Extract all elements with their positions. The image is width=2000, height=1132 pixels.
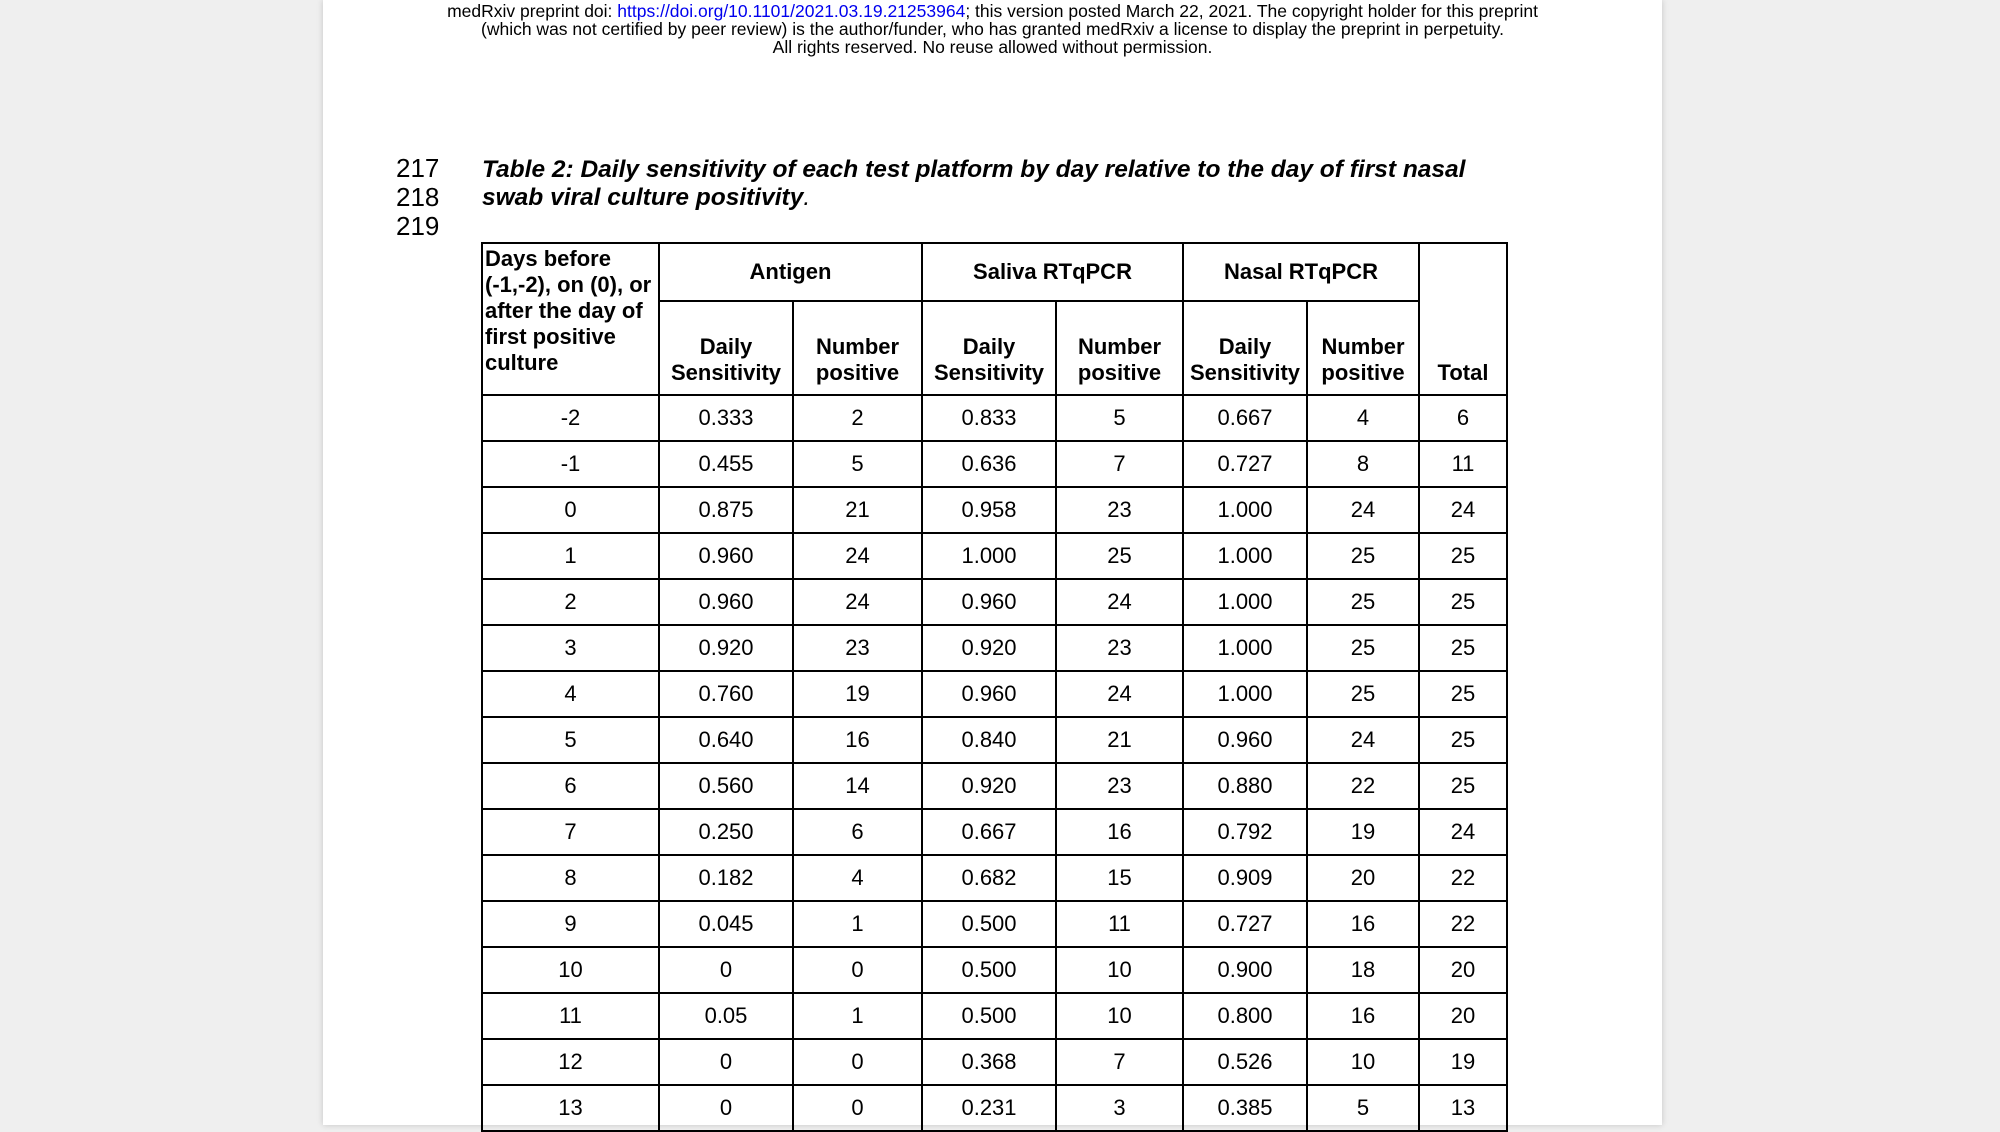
total-cell: 25 [1419, 533, 1507, 579]
total-header: Total [1419, 243, 1507, 395]
day-cell: 2 [482, 579, 659, 625]
day-cell: 0 [482, 487, 659, 533]
saliva-number-cell: 3 [1056, 1085, 1183, 1131]
antigen-number-cell: 6 [793, 809, 922, 855]
row-header-line: (-1,-2), on (0), or [485, 272, 652, 297]
sub-header-line: Number [1077, 334, 1162, 359]
antigen-number-cell: 16 [793, 717, 922, 763]
day-cell: 1 [482, 533, 659, 579]
row-header-line: after the day of [485, 298, 643, 323]
row-header-line: culture [485, 350, 559, 375]
caption-line-2 [482, 184, 1542, 212]
antigen-number-cell: 23 [793, 625, 922, 671]
caption-line-2-text: swab viral culture positivity [482, 184, 804, 211]
antigen-sensitivity-cell: 0.045 [659, 901, 793, 947]
sub-header-line: Sensitivity [670, 360, 782, 385]
saliva-number-cell: 5 [1056, 395, 1183, 441]
day-cell: 13 [482, 1085, 659, 1131]
sub-header-number [1056, 301, 1183, 395]
antigen-sensitivity-cell: 0.455 [659, 441, 793, 487]
day-cell: 8 [482, 855, 659, 901]
saliva-sensitivity-cell: 0.920 [922, 763, 1056, 809]
saliva-sensitivity-cell: 0.500 [922, 947, 1056, 993]
antigen-number-cell: 24 [793, 579, 922, 625]
doi-link[interactable]: https://doi.org/10.1101/2021.03.19.21253964 [617, 1, 966, 21]
saliva-sensitivity-cell: 0.500 [922, 993, 1056, 1039]
table-row [482, 533, 1507, 579]
nasal-number-cell: 25 [1307, 579, 1419, 625]
nasal-sensitivity-cell: 0.792 [1183, 809, 1307, 855]
preprint-header [323, 2, 1662, 56]
day-cell: 3 [482, 625, 659, 671]
nasal-number-cell: 8 [1307, 441, 1419, 487]
nasal-sensitivity-cell: 0.960 [1183, 717, 1307, 763]
saliva-sensitivity-cell: 0.840 [922, 717, 1056, 763]
group-header-antigen: Antigen [659, 243, 922, 301]
day-cell: -2 [482, 395, 659, 441]
antigen-sensitivity-cell: 0.920 [659, 625, 793, 671]
total-cell: 11 [1419, 441, 1507, 487]
line-number: 219 [396, 211, 440, 241]
saliva-sensitivity-cell: 1.000 [922, 533, 1056, 579]
saliva-number-cell: 25 [1056, 533, 1183, 579]
document-page [323, 0, 1662, 1125]
header-line-1 [323, 2, 1662, 20]
saliva-number-cell: 10 [1056, 947, 1183, 993]
nasal-number-cell: 22 [1307, 763, 1419, 809]
nasal-sensitivity-cell: 1.000 [1183, 625, 1307, 671]
nasal-number-cell: 24 [1307, 487, 1419, 533]
sub-header-line: positive [815, 360, 900, 385]
nasal-number-cell: 25 [1307, 671, 1419, 717]
table-row [482, 441, 1507, 487]
group-header-nasal: Nasal RTqPCR [1183, 243, 1419, 301]
saliva-sensitivity-cell: 0.682 [922, 855, 1056, 901]
line-numbers [396, 154, 439, 241]
antigen-sensitivity-cell: 0.875 [659, 487, 793, 533]
table-body [482, 395, 1507, 1131]
antigen-number-cell: 0 [793, 1085, 922, 1131]
antigen-number-cell: 5 [793, 441, 922, 487]
saliva-sensitivity-cell: 0.960 [922, 579, 1056, 625]
table-row [482, 901, 1507, 947]
table-row [482, 1085, 1507, 1131]
table-row [482, 1039, 1507, 1085]
total-cell: 20 [1419, 947, 1507, 993]
total-cell: 22 [1419, 855, 1507, 901]
day-cell: 10 [482, 947, 659, 993]
antigen-number-cell: 0 [793, 947, 922, 993]
antigen-number-cell: 24 [793, 533, 922, 579]
saliva-sensitivity-cell: 0.958 [922, 487, 1056, 533]
row-header-line: first positive [485, 324, 616, 349]
table-row [482, 717, 1507, 763]
nasal-sensitivity-cell: 0.727 [1183, 441, 1307, 487]
nasal-number-cell: 5 [1307, 1085, 1419, 1131]
table-row [482, 395, 1507, 441]
saliva-sensitivity-cell: 0.667 [922, 809, 1056, 855]
total-cell: 25 [1419, 579, 1507, 625]
total-cell: 24 [1419, 487, 1507, 533]
saliva-sensitivity-cell: 0.960 [922, 671, 1056, 717]
saliva-sensitivity-cell: 0.833 [922, 395, 1056, 441]
antigen-number-cell: 21 [793, 487, 922, 533]
table-row [482, 763, 1507, 809]
group-header-saliva: Saliva RTqPCR [922, 243, 1183, 301]
nasal-number-cell: 20 [1307, 855, 1419, 901]
antigen-sensitivity-cell: 0.05 [659, 993, 793, 1039]
antigen-sensitivity-cell: 0.960 [659, 579, 793, 625]
total-cell: 19 [1419, 1039, 1507, 1085]
table-row [482, 579, 1507, 625]
nasal-sensitivity-cell: 0.880 [1183, 763, 1307, 809]
nasal-sensitivity-cell: 1.000 [1183, 579, 1307, 625]
day-cell: 7 [482, 809, 659, 855]
nasal-number-cell: 24 [1307, 717, 1419, 763]
nasal-sensitivity-cell: 0.667 [1183, 395, 1307, 441]
antigen-number-cell: 2 [793, 395, 922, 441]
sub-header-sensitivity [922, 301, 1056, 395]
nasal-number-cell: 16 [1307, 901, 1419, 947]
saliva-number-cell: 21 [1056, 717, 1183, 763]
nasal-sensitivity-cell: 0.900 [1183, 947, 1307, 993]
sub-header-line: Sensitivity [1189, 360, 1301, 385]
antigen-sensitivity-cell: 0 [659, 1085, 793, 1131]
total-cell: 22 [1419, 901, 1507, 947]
nasal-number-cell: 25 [1307, 625, 1419, 671]
day-cell: 11 [482, 993, 659, 1039]
saliva-number-cell: 23 [1056, 625, 1183, 671]
nasal-sensitivity-cell: 0.526 [1183, 1039, 1307, 1085]
antigen-number-cell: 1 [793, 993, 922, 1039]
row-header-cell [482, 243, 659, 395]
antigen-sensitivity-cell: 0 [659, 1039, 793, 1085]
sub-header-line: Daily [699, 334, 753, 359]
nasal-number-cell: 18 [1307, 947, 1419, 993]
saliva-number-cell: 16 [1056, 809, 1183, 855]
saliva-sensitivity-cell: 0.231 [922, 1085, 1056, 1131]
saliva-number-cell: 7 [1056, 441, 1183, 487]
antigen-number-cell: 4 [793, 855, 922, 901]
day-cell: -1 [482, 441, 659, 487]
nasal-sensitivity-cell: 0.909 [1183, 855, 1307, 901]
table-row [482, 671, 1507, 717]
total-cell: 25 [1419, 717, 1507, 763]
antigen-number-cell: 19 [793, 671, 922, 717]
sub-header-number [793, 301, 922, 395]
antigen-number-cell: 1 [793, 901, 922, 947]
saliva-sensitivity-cell: 0.500 [922, 901, 1056, 947]
sub-header-line: positive [1321, 360, 1405, 385]
nasal-number-cell: 4 [1307, 395, 1419, 441]
day-cell: 5 [482, 717, 659, 763]
header-line-1-prefix: medRxiv preprint doi: [447, 1, 618, 21]
sub-header-line: Number [815, 334, 900, 359]
total-cell: 25 [1419, 763, 1507, 809]
sub-header-line: Daily [962, 334, 1016, 359]
saliva-number-cell: 24 [1056, 671, 1183, 717]
nasal-number-cell: 16 [1307, 993, 1419, 1039]
sub-header-line: positive [1077, 360, 1162, 385]
saliva-number-cell: 15 [1056, 855, 1183, 901]
antigen-sensitivity-cell: 0 [659, 947, 793, 993]
antigen-sensitivity-cell: 0.182 [659, 855, 793, 901]
day-cell: 4 [482, 671, 659, 717]
nasal-sensitivity-cell: 0.727 [1183, 901, 1307, 947]
line-number: 218 [396, 182, 440, 212]
day-cell: 6 [482, 763, 659, 809]
nasal-number-cell: 25 [1307, 533, 1419, 579]
saliva-number-cell: 11 [1056, 901, 1183, 947]
header-line-2: (which was not certified by peer review) is the author/funder, who has granted medRxiv a license to display the preprint in perpetuity. [481, 19, 1504, 39]
sub-header-sensitivity [1183, 301, 1307, 395]
nasal-number-cell: 10 [1307, 1039, 1419, 1085]
total-cell: 24 [1419, 809, 1507, 855]
nasal-sensitivity-cell: 0.385 [1183, 1085, 1307, 1131]
saliva-number-cell: 7 [1056, 1039, 1183, 1085]
antigen-sensitivity-cell: 0.560 [659, 763, 793, 809]
total-cell: 25 [1419, 625, 1507, 671]
antigen-sensitivity-cell: 0.640 [659, 717, 793, 763]
table-row [482, 855, 1507, 901]
sub-header-line: Number [1321, 334, 1405, 359]
table-row [482, 625, 1507, 671]
antigen-sensitivity-cell: 0.760 [659, 671, 793, 717]
nasal-sensitivity-cell: 1.000 [1183, 487, 1307, 533]
nasal-sensitivity-cell: 0.800 [1183, 993, 1307, 1039]
table-row [482, 809, 1507, 855]
nasal-number-cell: 19 [1307, 809, 1419, 855]
caption-period: . [803, 184, 811, 211]
table-row [482, 993, 1507, 1039]
row-header-line: Days before [485, 246, 611, 271]
sub-header-sensitivity [659, 301, 793, 395]
antigen-sensitivity-cell: 0.250 [659, 809, 793, 855]
saliva-number-cell: 23 [1056, 487, 1183, 533]
saliva-sensitivity-cell: 0.368 [922, 1039, 1056, 1085]
sub-header-line: Sensitivity [933, 360, 1045, 385]
antigen-number-cell: 0 [793, 1039, 922, 1085]
total-cell: 6 [1419, 395, 1507, 441]
header-line-1-suffix: ; this version posted March 22, 2021. The copyright holder for this preprint [965, 1, 1538, 21]
saliva-number-cell: 23 [1056, 763, 1183, 809]
antigen-sensitivity-cell: 0.333 [659, 395, 793, 441]
line-number: 217 [396, 153, 440, 183]
caption-line-1: Table 2: Daily sensitivity of each test platform by day relative to the day of first nasal [482, 156, 1466, 183]
total-cell: 13 [1419, 1085, 1507, 1131]
nasal-sensitivity-cell: 1.000 [1183, 533, 1307, 579]
sub-header-line: Daily [1218, 334, 1272, 359]
day-cell: 12 [482, 1039, 659, 1085]
day-cell: 9 [482, 901, 659, 947]
sensitivity-table [481, 242, 1508, 1132]
saliva-number-cell: 24 [1056, 579, 1183, 625]
antigen-number-cell: 14 [793, 763, 922, 809]
table-row [482, 947, 1507, 993]
total-cell: 20 [1419, 993, 1507, 1039]
table-row [482, 487, 1507, 533]
saliva-sensitivity-cell: 0.920 [922, 625, 1056, 671]
sub-header-number [1307, 301, 1419, 395]
table-caption [482, 156, 1542, 212]
total-cell: 25 [1419, 671, 1507, 717]
header-line-3: All rights reserved. No reuse allowed without permission. [772, 37, 1213, 57]
nasal-sensitivity-cell: 1.000 [1183, 671, 1307, 717]
antigen-sensitivity-cell: 0.960 [659, 533, 793, 579]
saliva-sensitivity-cell: 0.636 [922, 441, 1056, 487]
table-group-header-row [482, 243, 1507, 301]
saliva-number-cell: 10 [1056, 993, 1183, 1039]
